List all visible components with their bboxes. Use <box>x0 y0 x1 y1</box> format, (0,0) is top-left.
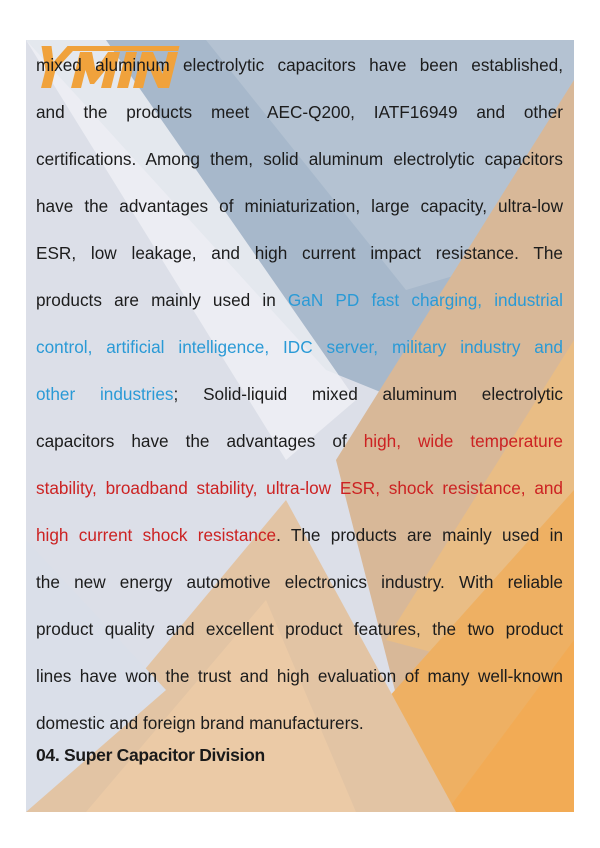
text-line <box>36 89 563 136</box>
text-line <box>36 371 563 418</box>
text-line <box>36 700 563 747</box>
text-line <box>36 136 563 183</box>
text-segment: capacitors have the advantages of <box>36 431 364 451</box>
text-segment: . The products are mainly used in <box>276 525 563 545</box>
section-heading: 04. Super Capacitor Division <box>36 745 265 765</box>
text-segment: products are mainly used in <box>36 290 288 310</box>
text-segment: product quality and excellent product features, the two product <box>36 619 563 639</box>
text-line <box>36 230 563 277</box>
text-line <box>36 277 563 324</box>
text-segment: lines have won the trust and high evaluation of many well-known <box>36 666 563 686</box>
text-line <box>36 42 563 89</box>
text-segment: and the products meet AEC-Q200, IATF16949 and other <box>36 102 563 122</box>
red-highlight-text: stability, broadband stability, ultra-low ESR, shock resistance, and <box>36 478 563 498</box>
text-line <box>36 324 563 371</box>
text-segment: mixed aluminum electrolytic capacitors have been established, <box>36 55 563 75</box>
text-line <box>36 418 563 465</box>
text-line <box>36 606 563 653</box>
text-segment: certifications. Among them, solid aluminum electrolytic capacitors <box>36 149 563 169</box>
text-segment: the new energy automotive electronics industry. With reliable <box>36 572 563 592</box>
text-segment: ; Solid-liquid mixed aluminum electrolytic <box>173 384 563 404</box>
blue-highlight-text: other industries <box>36 384 174 404</box>
red-highlight-text: high, wide temperature <box>363 431 563 451</box>
blue-highlight-text: control, artificial intelligence, IDC server, military industry and <box>36 337 563 357</box>
red-highlight-text: high current shock resistance <box>36 525 277 545</box>
text-segment: ESR, low leakage, and high current impact resistance. The <box>36 243 563 263</box>
text-segment: domestic and foreign brand manufacturers. <box>36 713 364 733</box>
text-line <box>36 183 563 230</box>
text-segment: have the advantages of miniaturization, large capacity, ultra-low <box>36 196 563 216</box>
body-text <box>36 42 563 747</box>
text-line <box>36 512 563 559</box>
text-line <box>36 559 563 606</box>
text-line <box>36 653 563 700</box>
blue-highlight-text: GaN PD fast charging, industrial <box>287 290 564 310</box>
text-line <box>36 465 563 512</box>
